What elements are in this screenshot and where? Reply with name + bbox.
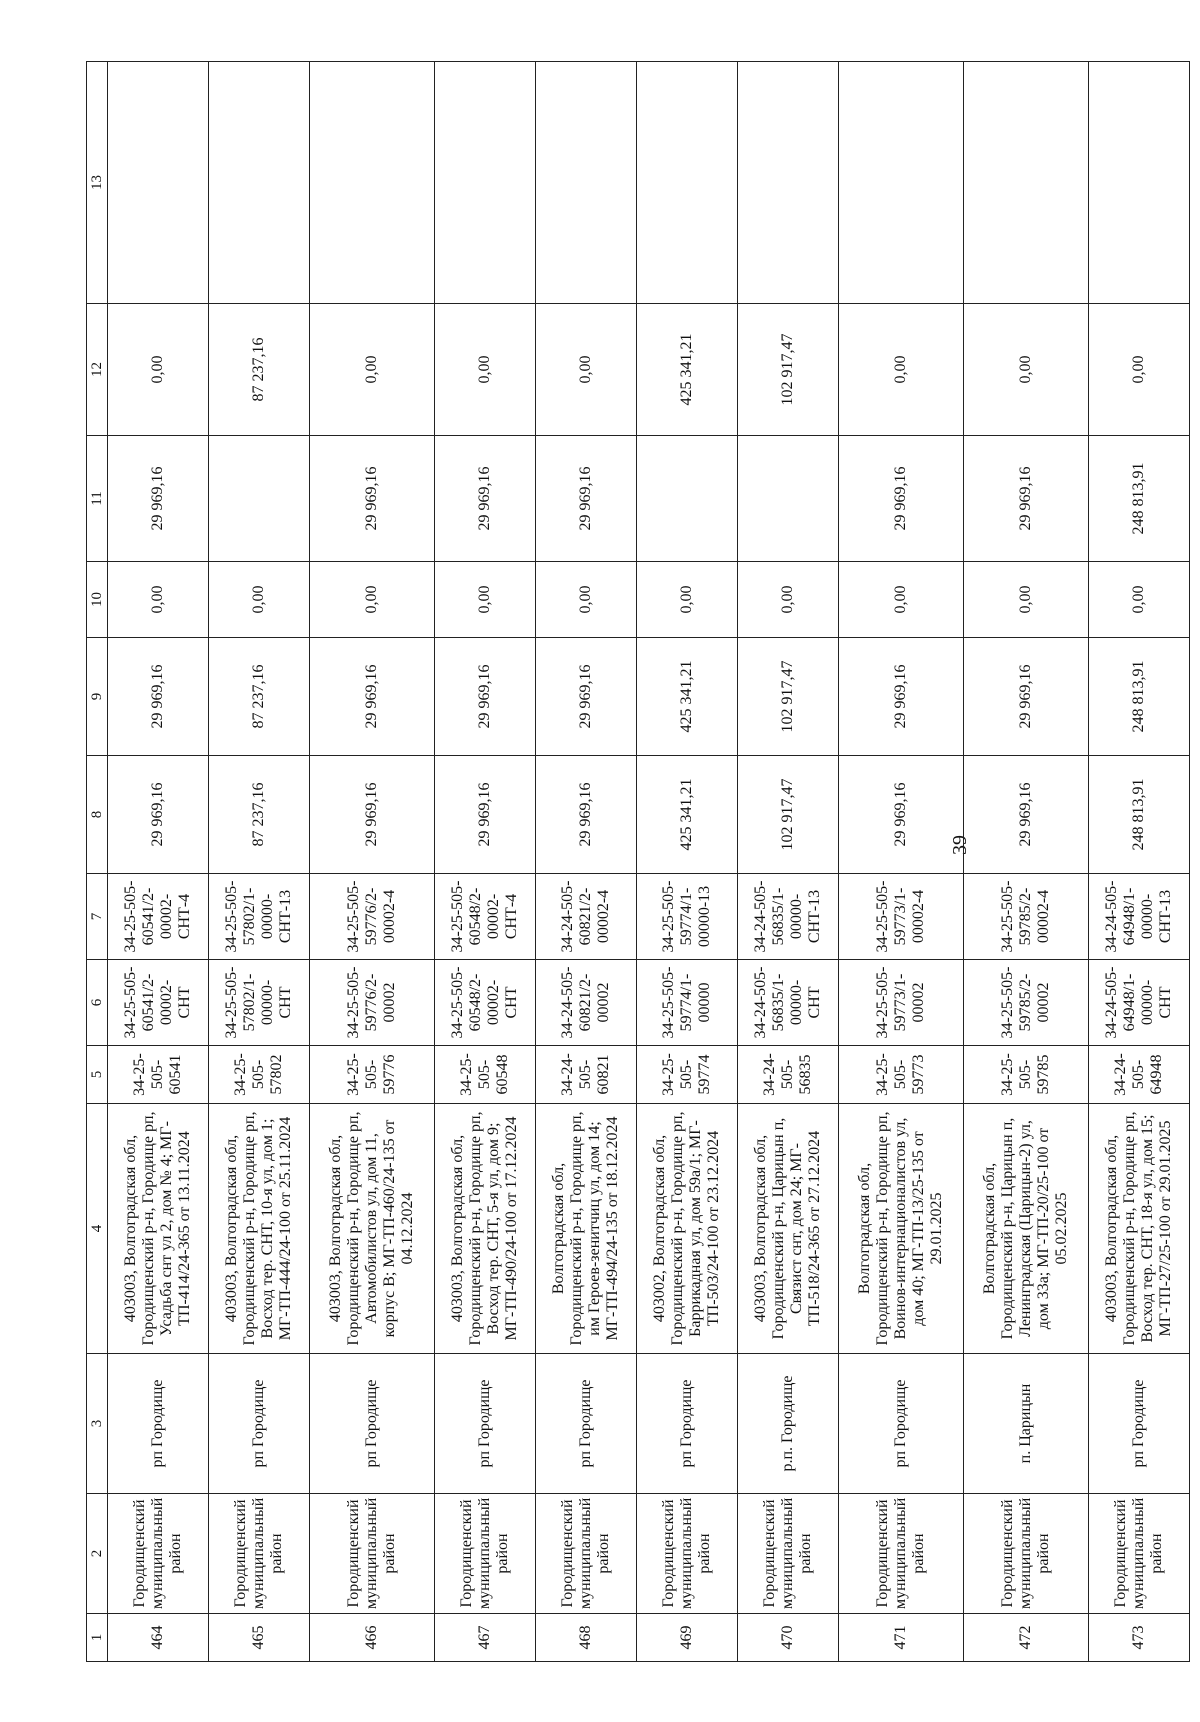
code-7-cell: 34-25-505-59776/2-00002-4 bbox=[310, 874, 435, 960]
amount-8-cell: 102 917,47 bbox=[738, 756, 839, 874]
amount-10-cell: 0,00 bbox=[1088, 562, 1189, 638]
amount-9-cell: 29 969,16 bbox=[434, 638, 535, 756]
col-number-5: 5 bbox=[87, 1046, 108, 1104]
district-cell: Городищенский муниципальный район bbox=[637, 1494, 738, 1614]
col-number-13: 13 bbox=[87, 62, 108, 304]
amount-11-cell bbox=[637, 436, 738, 562]
code-6-cell: 34-24-505-56835/1-00000-СНТ bbox=[738, 960, 839, 1046]
district-cell: Городищенский муниципальный район bbox=[839, 1494, 964, 1614]
amount-12-cell: 0,00 bbox=[1088, 304, 1189, 436]
address-contract-cell: 403003, Волгоградская обл, Городищенский р-н, Царицын п, Связист снт, дом 24; МГ-ТП-518/24-365 от 27.12.2024 bbox=[738, 1104, 839, 1354]
amount-11-cell: 29 969,16 bbox=[108, 436, 209, 562]
amount-9-cell: 29 969,16 bbox=[536, 638, 637, 756]
amount-8-cell: 29 969,16 bbox=[964, 756, 1089, 874]
code-7-cell: 34-25-505-59774/1-00000-13 bbox=[637, 874, 738, 960]
amount-8-cell: 29 969,16 bbox=[310, 756, 435, 874]
amount-8-cell: 29 969,16 bbox=[434, 756, 535, 874]
code-7-cell: 34-25-505-59785/2-00002-4 bbox=[964, 874, 1089, 960]
amount-10-cell: 0,00 bbox=[738, 562, 839, 638]
amount-10-cell: 0,00 bbox=[839, 562, 964, 638]
col-number-4: 4 bbox=[87, 1104, 108, 1354]
district-cell: Городищенский муниципальный район bbox=[310, 1494, 435, 1614]
col-number-10: 10 bbox=[87, 562, 108, 638]
settlement-cell: рп Городище bbox=[108, 1354, 209, 1494]
table-row bbox=[738, 62, 839, 1662]
page-number-text: 39 bbox=[949, 835, 971, 855]
table-row bbox=[108, 62, 209, 1662]
address-contract-cell: 403003, Волгоградская обл, Городищенский р-н, Городище рп, Восход тер. СНТ, 18-я ул, дом 15; МГ-ТП-27/25-100 от 29.01.2025 bbox=[1088, 1104, 1189, 1354]
district-cell: Городищенский муниципальный район bbox=[108, 1494, 209, 1614]
address-contract-cell: Волгоградская обл, Городищенский р-н, Городище рп, им Героев-зенитчиц ул, дом 14; МГ-ТП-494/24-135 от 18.12.2024 bbox=[536, 1104, 637, 1354]
amount-11-cell bbox=[738, 436, 839, 562]
row-number-cell: 471 bbox=[839, 1614, 964, 1662]
amount-10-cell: 0,00 bbox=[964, 562, 1089, 638]
district-cell: Городищенский муниципальный район bbox=[738, 1494, 839, 1614]
code-5-cell: 34-25-505-59773 bbox=[839, 1046, 964, 1104]
note-13-cell bbox=[310, 62, 435, 304]
row-number-cell: 470 bbox=[738, 1614, 839, 1662]
row-number-cell: 469 bbox=[637, 1614, 738, 1662]
code-5-cell: 34-24-505-64948 bbox=[1088, 1046, 1189, 1104]
address-contract-cell: 403003, Волгоградская обл, Городищенский р-н, Городище рп, Усадьба снт ул 2, дом № 4; МГ-ТП-414/24-365 от 13.11.2024 bbox=[108, 1104, 209, 1354]
table-row bbox=[536, 62, 637, 1662]
amount-8-cell: 29 969,16 bbox=[108, 756, 209, 874]
amount-9-cell: 248 813,91 bbox=[1088, 638, 1189, 756]
amount-8-cell: 29 969,16 bbox=[536, 756, 637, 874]
note-13-cell bbox=[434, 62, 535, 304]
amount-8-cell: 425 341,21 bbox=[637, 756, 738, 874]
code-5-cell: 34-25-505-59774 bbox=[637, 1046, 738, 1104]
amount-11-cell: 248 813,91 bbox=[1088, 436, 1189, 562]
table-row bbox=[637, 62, 738, 1662]
settlement-cell: рп Городище bbox=[209, 1354, 310, 1494]
amount-12-cell: 0,00 bbox=[839, 304, 964, 436]
code-6-cell: 34-25-505-60548/2-00002-СНТ bbox=[434, 960, 535, 1046]
district-cell: Городищенский муниципальный район bbox=[964, 1494, 1089, 1614]
note-13-cell bbox=[738, 62, 839, 304]
table-row bbox=[1088, 62, 1189, 1662]
amount-11-cell bbox=[209, 436, 310, 562]
code-6-cell: 34-25-505-60541/2-00002-СНТ bbox=[108, 960, 209, 1046]
amount-10-cell: 0,00 bbox=[637, 562, 738, 638]
col-number-8: 8 bbox=[87, 756, 108, 874]
code-7-cell: 34-24-505-64948/1-00000-СНТ-13 bbox=[1088, 874, 1189, 960]
table-row bbox=[839, 62, 964, 1662]
amount-9-cell: 29 969,16 bbox=[964, 638, 1089, 756]
amount-12-cell: 0,00 bbox=[434, 304, 535, 436]
row-number-cell: 473 bbox=[1088, 1614, 1189, 1662]
amount-9-cell: 87 237,16 bbox=[209, 638, 310, 756]
row-number-cell: 465 bbox=[209, 1614, 310, 1662]
code-7-cell: 34-24-505-56835/1-00000-СНТ-13 bbox=[738, 874, 839, 960]
row-number-cell: 467 bbox=[434, 1614, 535, 1662]
amount-12-cell: 0,00 bbox=[964, 304, 1089, 436]
amount-8-cell: 87 237,16 bbox=[209, 756, 310, 874]
registry-table bbox=[86, 61, 1190, 1662]
settlement-cell: п. Царицын bbox=[964, 1354, 1089, 1494]
amount-12-cell: 0,00 bbox=[536, 304, 637, 436]
amount-11-cell: 29 969,16 bbox=[839, 436, 964, 562]
amount-9-cell: 102 917,47 bbox=[738, 638, 839, 756]
code-6-cell: 34-25-505-59776/2-00002 bbox=[310, 960, 435, 1046]
code-5-cell: 34-25-505-60541 bbox=[108, 1046, 209, 1104]
amount-9-cell: 425 341,21 bbox=[637, 638, 738, 756]
amount-11-cell: 29 969,16 bbox=[310, 436, 435, 562]
settlement-cell: рп Городище bbox=[839, 1354, 964, 1494]
amount-8-cell: 29 969,16 bbox=[839, 756, 964, 874]
address-contract-cell: 403003, Волгоградская обл, Городищенский р-н, Городище рп, Восход тер. СНТ, 5-я ул, дом 9; МГ-ТП-490/24-100 от 17.12.2024 bbox=[434, 1104, 535, 1354]
amount-12-cell: 0,00 bbox=[108, 304, 209, 436]
col-number-7: 7 bbox=[87, 874, 108, 960]
address-contract-cell: 403002, Волгоградская обл, Городищенский р-н, Городище рп, Баррикадная ул, дом 59а/1; МГ-ТП-503/24-100 от 23.12.2024 bbox=[637, 1104, 738, 1354]
table-row bbox=[434, 62, 535, 1662]
note-13-cell bbox=[209, 62, 310, 304]
col-number-12: 12 bbox=[87, 304, 108, 436]
note-13-cell bbox=[108, 62, 209, 304]
row-number-cell: 464 bbox=[108, 1614, 209, 1662]
col-number-11: 11 bbox=[87, 436, 108, 562]
amount-10-cell: 0,00 bbox=[310, 562, 435, 638]
rotated-sheet bbox=[86, 62, 1190, 1662]
amount-12-cell: 87 237,16 bbox=[209, 304, 310, 436]
col-number-2: 2 bbox=[87, 1494, 108, 1614]
code-5-cell: 34-25-505-59785 bbox=[964, 1046, 1089, 1104]
amount-10-cell: 0,00 bbox=[209, 562, 310, 638]
code-5-cell: 34-25-505-59776 bbox=[310, 1046, 435, 1104]
note-13-cell bbox=[839, 62, 964, 304]
amount-9-cell: 29 969,16 bbox=[310, 638, 435, 756]
row-number-cell: 472 bbox=[964, 1614, 1089, 1662]
amount-11-cell: 29 969,16 bbox=[434, 436, 535, 562]
code-5-cell: 34-25-505-60548 bbox=[434, 1046, 535, 1104]
amount-10-cell: 0,00 bbox=[536, 562, 637, 638]
table-row bbox=[209, 62, 310, 1662]
address-contract-cell: 403003, Волгоградская обл, Городищенский р-н, Городище рп, Автомобилистов ул, дом 11, корпус В; МГ-ТП-460/24-135 от 04.12.2024 bbox=[310, 1104, 435, 1354]
code-6-cell: 34-25-505-59773/1-00002 bbox=[839, 960, 964, 1046]
code-7-cell: 34-25-505-59773/1-00002-4 bbox=[839, 874, 964, 960]
code-6-cell: 34-25-505-59785/2-00002 bbox=[964, 960, 1089, 1046]
col-number-3: 3 bbox=[87, 1354, 108, 1494]
code-7-cell: 34-25-505-60541/2-00002-СНТ-4 bbox=[108, 874, 209, 960]
note-13-cell bbox=[964, 62, 1089, 304]
district-cell: Городищенский муниципальный район bbox=[434, 1494, 535, 1614]
settlement-cell: р.п. Городище bbox=[738, 1354, 839, 1494]
district-cell: Городищенский муниципальный район bbox=[536, 1494, 637, 1614]
settlement-cell: рп Городище bbox=[1088, 1354, 1189, 1494]
settlement-cell: рп Городище bbox=[536, 1354, 637, 1494]
code-6-cell: 34-25-505-57802/1-00000-СНТ bbox=[209, 960, 310, 1046]
registry-body bbox=[87, 62, 1190, 1662]
amount-8-cell: 248 813,91 bbox=[1088, 756, 1189, 874]
address-contract-cell: Волгоградская обл, Городищенский р-н, Царицын п, Ленинградская (Царицын-2) ул, дом 33а; МГ-ТП-20/25-100 от 05.02.2025 bbox=[964, 1104, 1089, 1354]
amount-9-cell: 29 969,16 bbox=[108, 638, 209, 756]
row-number-cell: 466 bbox=[310, 1614, 435, 1662]
district-cell: Городищенский муниципальный район bbox=[1088, 1494, 1189, 1614]
amount-10-cell: 0,00 bbox=[108, 562, 209, 638]
address-contract-cell: 403003, Волгоградская обл, Городищенский р-н, Городище рп, Восход тер. СНТ, 10-я ул, дом 1; МГ-ТП-444/24-100 от 25.11.2024 bbox=[209, 1104, 310, 1354]
amount-12-cell: 425 341,21 bbox=[637, 304, 738, 436]
note-13-cell bbox=[637, 62, 738, 304]
code-5-cell: 34-24-505-56835 bbox=[738, 1046, 839, 1104]
district-cell: Городищенский муниципальный район bbox=[209, 1494, 310, 1614]
row-number-cell: 468 bbox=[536, 1614, 637, 1662]
code-7-cell: 34-25-505-57802/1-00000-СНТ-13 bbox=[209, 874, 310, 960]
address-contract-cell: Волгоградская обл, Городищенский р-н, Городище рп, Воинов-интернационалистов ул, дом 40; МГ-ТП-13/25-135 от 29.01.2025 bbox=[839, 1104, 964, 1354]
amount-11-cell: 29 969,16 bbox=[964, 436, 1089, 562]
amount-11-cell: 29 969,16 bbox=[536, 436, 637, 562]
settlement-cell: рп Городище bbox=[434, 1354, 535, 1494]
note-13-cell bbox=[536, 62, 637, 304]
table-row bbox=[964, 62, 1089, 1662]
code-7-cell: 34-24-505-60821/2-00002-4 bbox=[536, 874, 637, 960]
amount-10-cell: 0,00 bbox=[434, 562, 535, 638]
column-number-row bbox=[87, 62, 108, 1662]
code-7-cell: 34-25-505-60548/2-00002-СНТ-4 bbox=[434, 874, 535, 960]
col-number-1: 1 bbox=[87, 1614, 108, 1662]
table-row bbox=[310, 62, 435, 1662]
note-13-cell bbox=[1088, 62, 1189, 304]
col-number-6: 6 bbox=[87, 960, 108, 1046]
code-6-cell: 34-24-505-60821/2-00002 bbox=[536, 960, 637, 1046]
amount-9-cell: 29 969,16 bbox=[839, 638, 964, 756]
col-number-9: 9 bbox=[87, 638, 108, 756]
amount-12-cell: 0,00 bbox=[310, 304, 435, 436]
settlement-cell: рп Городище bbox=[637, 1354, 738, 1494]
amount-12-cell: 102 917,47 bbox=[738, 304, 839, 436]
code-6-cell: 34-24-505-64948/1-00000-СНТ bbox=[1088, 960, 1189, 1046]
code-5-cell: 34-25-505-57802 bbox=[209, 1046, 310, 1104]
code-6-cell: 34-25-505-59774/1-00000 bbox=[637, 960, 738, 1046]
settlement-cell: рп Городище bbox=[310, 1354, 435, 1494]
code-5-cell: 34-24-505-60821 bbox=[536, 1046, 637, 1104]
